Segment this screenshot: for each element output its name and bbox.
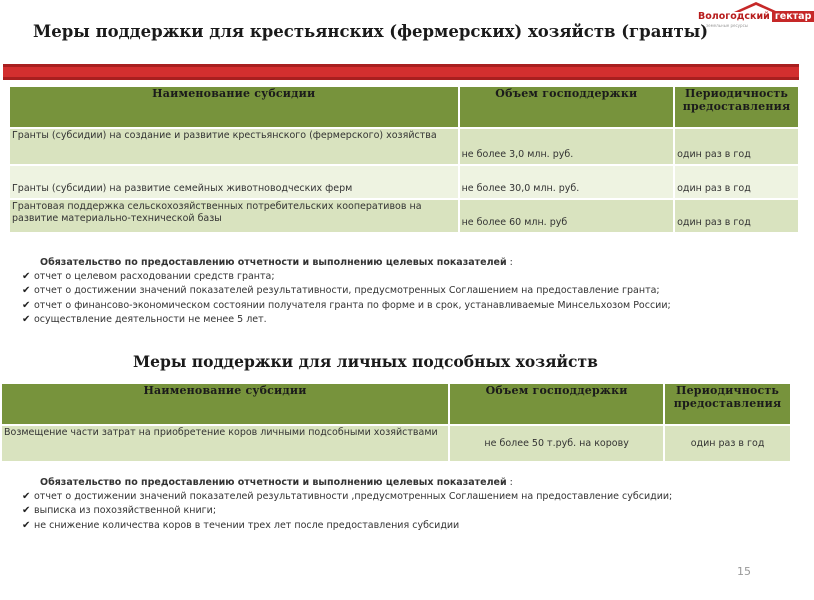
checkmark-icon: ✔	[22, 505, 31, 517]
checkmark-icon: ✔	[22, 313, 31, 325]
logo-badge: гектар	[772, 11, 814, 22]
lph-table	[0, 382, 792, 463]
table-row	[10, 200, 798, 232]
cell-subsidy-name: Грантовая поддержка сельскохозяйственных потребительских кооперативов на развитие материально-технической базы	[10, 200, 458, 232]
obligations-heading-text: Обязательство по предоставлению отчетности и выполнению целевых показателей	[40, 477, 507, 488]
col-header-name: Наименование субсидии	[10, 87, 458, 127]
cell-amount: не более 30,0 млн. руб.	[460, 166, 673, 198]
list-item-text: осуществление деятельности не менее 5 лет.	[34, 313, 267, 325]
page-number: 15	[737, 565, 751, 578]
col-header-amount: Объем господдержки	[450, 384, 663, 424]
list-item-text: выписка из похозяйственной книги;	[34, 505, 217, 517]
cell-periodicity: один раз в год	[675, 166, 798, 198]
col-header-periodicity: Периодичность предоставления	[675, 87, 798, 127]
list-item	[22, 490, 672, 504]
obligations-list	[22, 476, 672, 533]
table-row	[2, 426, 790, 461]
cell-amount: не более 60 млн. руб	[460, 200, 673, 232]
checkmark-icon: ✔	[22, 285, 31, 297]
obligations-heading-colon: :	[506, 477, 513, 488]
logo-subtitle: земельные ресурсы	[706, 23, 748, 28]
checkmark-icon: ✔	[22, 491, 31, 503]
obligations-list	[22, 256, 671, 327]
logo-text	[698, 11, 814, 22]
section-title: Меры поддержки для личных подсобных хозяйств	[133, 352, 598, 371]
cell-periodicity: один раз в год	[675, 200, 798, 232]
list-item	[22, 299, 671, 313]
obligations-heading	[22, 256, 671, 270]
cell-subsidy-name: Гранты (субсидии) на создание и развитие крестьянского (фермерского) хозяйства	[10, 129, 458, 164]
cell-periodicity: один раз в год	[665, 426, 790, 461]
page-title: Меры поддержки для крестьянских (фермерских) хозяйств (гранты)	[33, 22, 709, 41]
list-item	[22, 519, 672, 533]
obligations-heading-text: Обязательство по предоставлению отчетности и выполнению целевых показателей	[40, 257, 507, 268]
cell-subsidy-name: Гранты (субсидии) на развитие семейных животноводческих ферм	[10, 166, 458, 198]
list-item-text: отчет о достижении значений показателей результативности ,предусмотренных Соглашением на предоставление субсидии;	[34, 491, 673, 503]
list-item-text: отчет о финансово-экономическом состоянии получателя гранта по форме и в срок, устанавливаемые Минсельхозом России;	[34, 299, 671, 311]
checkmark-icon: ✔	[22, 271, 31, 283]
cell-amount: не более 3,0 млн. руб.	[460, 129, 673, 164]
cell-amount: не более 50 т.руб. на корову	[450, 426, 663, 461]
table-row	[10, 129, 798, 164]
list-item	[22, 504, 672, 518]
obligations-heading	[22, 476, 672, 490]
brand-logo	[694, 2, 812, 32]
cell-periodicity: один раз в год	[675, 129, 798, 164]
list-item-text: не снижение количества коров в течении трех лет после предоставления субсидии	[34, 519, 460, 531]
title-divider-bar	[3, 64, 799, 80]
table-header-row	[10, 87, 798, 127]
col-header-amount: Объем господдержки	[460, 87, 673, 127]
col-header-periodicity: Периодичность предоставления	[665, 384, 790, 424]
checkmark-icon: ✔	[22, 299, 31, 311]
col-header-name: Наименование субсидии	[2, 384, 448, 424]
grants-table	[8, 85, 800, 234]
logo-name: Вологодский	[698, 11, 770, 22]
checkmark-icon: ✔	[22, 519, 31, 531]
table-header-row	[2, 384, 790, 424]
cell-subsidy-name: Возмещение части затрат на приобретение коров личными подсобными хозяйствами	[2, 426, 448, 461]
list-item	[22, 270, 671, 284]
list-item	[22, 284, 671, 298]
obligations-heading-colon: :	[506, 257, 513, 268]
list-item	[22, 313, 671, 327]
list-item-text: отчет о достижении значений показателей результативности, предусмотренных Соглашением на предоставление гранта;	[34, 285, 660, 297]
table-row	[10, 166, 798, 198]
list-item-text: отчет о целевом расходовании средств гранта;	[34, 271, 275, 283]
